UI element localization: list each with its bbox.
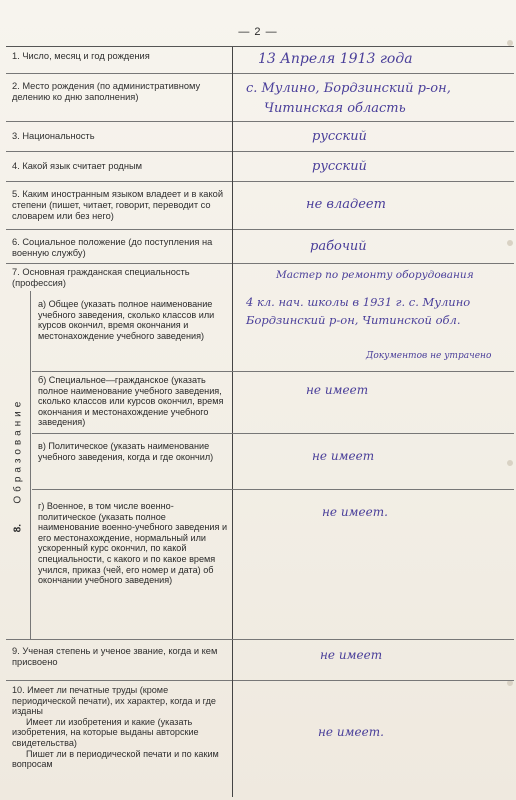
page-number: — 2 —	[238, 26, 278, 38]
education-military	[32, 489, 514, 639]
field-answer-line2: Читинская область	[264, 101, 406, 116]
field-row-profession	[6, 263, 514, 291]
field-row-nationality	[6, 121, 514, 152]
field-label: 7. Основная гражданская специальность (профессия)	[12, 267, 190, 288]
field-answer: не имеет	[320, 648, 383, 662]
publications-label: 10. Имеет ли печатные труды (кроме периодической печати), их характер, когда и где изданы	[12, 685, 216, 717]
education-general-answer-line2: Бордзинский р-он, Читинской обл.	[246, 313, 461, 327]
inventions-label: Имеет ли изобретения и какие (указать изобретения, на которые выданы авторские свидетельства)	[12, 716, 199, 748]
education-general-label: а) Общее (указать полное наименование учебного заведения, сколько классов или курсов окончил, время окончания и местонахождение учебного заведения)	[38, 299, 215, 341]
field-answer-line1: с. Мулино, Бордзинский р-он,	[246, 81, 451, 96]
field-label: 9. Ученая степень и ученое звание, когда и кем присвоено	[12, 646, 218, 667]
field-row-birthplace	[6, 73, 514, 122]
field-label: 5. Каким иностранным языком владеет и в какой степени (пишет, читает, говорит, переводит со словарем или без него)	[12, 189, 224, 221]
education-special-label: б) Специальное—гражданское (указать полное наименование учебного заведения, сколько классов или курсов окончил, время окончания и местонахождение учебного заведения)	[38, 375, 224, 428]
education-special-answer: не имеет	[306, 383, 369, 397]
education-political-answer: не имеет	[312, 449, 375, 463]
field-answer: русский	[312, 159, 367, 174]
field-answer: не владеет	[306, 197, 386, 212]
field-answer: рабочий	[310, 239, 367, 254]
field-label: 6. Социальное положение (до поступления на военную службу)	[12, 237, 213, 258]
field-row-social-status	[6, 229, 514, 264]
education-political-label: в) Политическое (указать наименование учебного заведения, когда и где окончил)	[38, 441, 214, 462]
education-side-label	[6, 291, 31, 639]
education-military-answer: не имеет.	[322, 505, 388, 519]
field-label: 1. Число, месяц и год рождения	[12, 51, 150, 61]
field-row-birthdate	[6, 47, 514, 74]
field-answer: русский	[312, 129, 367, 144]
field-label: 3. Национальность	[12, 131, 95, 141]
field-label: 2. Место рождения (по административному делению ко дню заполнения)	[12, 81, 201, 102]
education-general-answer-line1: 4 кл. нач. школы в 1931 г. с. Мулино	[246, 295, 471, 309]
education-military-label: г) Военное, в том числе военно-политическое (указать полное наименование военно-учебного заведения и его местонахождение, нормальный или ускоренный курс окончил, по какой специальности, с какого и по какое время учился, приказ (чей, его номер и дата) об окончании учебного заведения)	[38, 501, 228, 586]
field-label: 4. Какой язык считает родным	[12, 161, 143, 171]
field-row-foreign-language	[6, 181, 514, 230]
periodicals-label: Пишет ли в периодической печати и по каким вопросам	[12, 748, 219, 770]
education-special	[32, 371, 514, 434]
field-row-native-language	[6, 151, 514, 182]
field-row-publications	[6, 679, 514, 797]
education-political	[32, 433, 514, 490]
education-number: 8.	[12, 523, 24, 533]
field-row-degree	[6, 639, 514, 681]
education-word: Образование	[12, 397, 24, 504]
field-answer: Мастер по ремонту оборудования	[276, 269, 474, 281]
questionnaire-table	[6, 46, 514, 797]
education-block	[6, 291, 514, 640]
education-general-note: Документов не утрачено	[366, 351, 492, 361]
field-answer: 13 Апреля 1913 года	[258, 51, 413, 67]
field-answer: не имеет.	[318, 725, 384, 739]
